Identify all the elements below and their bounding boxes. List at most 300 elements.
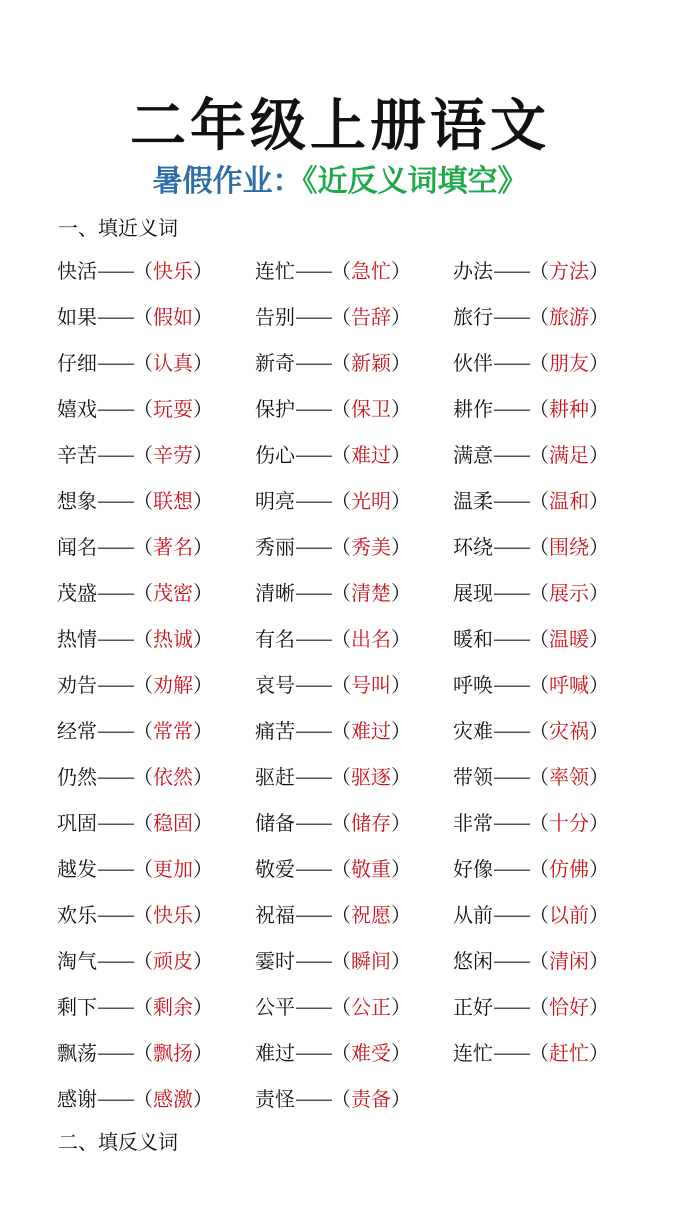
open-paren: （ xyxy=(133,949,153,973)
synonym-pair xyxy=(255,666,411,712)
close-paren: ） xyxy=(193,627,213,651)
synonym-pair xyxy=(255,1080,411,1126)
open-paren: （ xyxy=(331,397,351,421)
dash: —— xyxy=(493,259,529,283)
synonym-word: 热情 xyxy=(57,627,97,651)
open-paren: （ xyxy=(133,857,153,881)
synonym-word: 呼唤 xyxy=(453,673,493,697)
synonym-pair xyxy=(255,252,411,298)
page-title: 二年级上册语文 xyxy=(130,94,550,159)
close-paren: ） xyxy=(391,305,411,329)
synonym-pair xyxy=(57,758,213,804)
open-paren: （ xyxy=(529,857,549,881)
synonym-pair xyxy=(255,988,411,1034)
synonym-word: 敬爱 xyxy=(255,857,295,881)
dash: —— xyxy=(295,857,331,881)
synonym-answer: 保卫 xyxy=(351,397,391,421)
dash: —— xyxy=(97,719,133,743)
dash: —— xyxy=(295,1041,331,1065)
synonym-word: 满意 xyxy=(453,443,493,467)
dash: —— xyxy=(493,811,529,835)
synonym-row xyxy=(57,850,677,896)
dash: —— xyxy=(493,995,529,1019)
open-paren: （ xyxy=(133,535,153,559)
synonyms-heading: 一、填近义词 xyxy=(58,216,178,240)
open-paren: （ xyxy=(529,719,549,743)
dash: —— xyxy=(97,1087,133,1111)
synonym-answer: 清楚 xyxy=(351,581,391,605)
open-paren: （ xyxy=(331,489,351,513)
close-paren: ） xyxy=(391,397,411,421)
synonym-word: 霎时 xyxy=(255,949,295,973)
synonym-word: 保护 xyxy=(255,397,295,421)
synonym-row xyxy=(57,1034,677,1080)
synonym-pair xyxy=(453,850,609,896)
dash: —— xyxy=(493,1041,529,1065)
synonym-pair xyxy=(255,528,411,574)
synonym-row xyxy=(57,712,677,758)
open-paren: （ xyxy=(529,305,549,329)
open-paren: （ xyxy=(529,627,549,651)
synonym-answer: 责备 xyxy=(351,1087,391,1111)
open-paren: （ xyxy=(331,949,351,973)
close-paren: ） xyxy=(391,811,411,835)
synonym-word: 环绕 xyxy=(453,535,493,559)
dash: —— xyxy=(295,489,331,513)
close-paren: ） xyxy=(193,903,213,927)
synonym-word: 新奇 xyxy=(255,351,295,375)
dash: —— xyxy=(493,627,529,651)
synonym-answer: 飘扬 xyxy=(153,1041,193,1065)
dash: —— xyxy=(97,949,133,973)
open-paren: （ xyxy=(133,811,153,835)
synonym-word: 快活 xyxy=(57,259,97,283)
close-paren: ） xyxy=(193,305,213,329)
synonym-answer: 感激 xyxy=(153,1087,193,1111)
open-paren: （ xyxy=(529,581,549,605)
dash: —— xyxy=(295,535,331,559)
synonym-word: 明亮 xyxy=(255,489,295,513)
synonym-answer: 快乐 xyxy=(153,259,193,283)
open-paren: （ xyxy=(529,443,549,467)
dash: —— xyxy=(493,443,529,467)
dash: —— xyxy=(493,581,529,605)
synonym-answer: 假如 xyxy=(153,305,193,329)
dash: —— xyxy=(295,351,331,375)
dash: —— xyxy=(295,995,331,1019)
dash: —— xyxy=(295,259,331,283)
close-paren: ） xyxy=(391,719,411,743)
synonym-pair xyxy=(453,896,609,942)
synonym-pair xyxy=(453,252,609,298)
synonym-row xyxy=(57,574,677,620)
synonym-pair xyxy=(453,298,609,344)
close-paren: ） xyxy=(391,949,411,973)
synonym-word: 储备 xyxy=(255,811,295,835)
subtitle-prefix: 暑假作业： xyxy=(152,164,303,199)
synonym-pair xyxy=(57,390,213,436)
synonym-pair xyxy=(57,850,213,896)
open-paren: （ xyxy=(133,1087,153,1111)
synonym-answer: 出名 xyxy=(351,627,391,651)
synonym-pair xyxy=(255,482,411,528)
close-paren: ） xyxy=(589,765,609,789)
open-paren: （ xyxy=(331,673,351,697)
synonym-pair xyxy=(57,666,213,712)
synonym-answer: 公正 xyxy=(351,995,391,1019)
synonym-word: 淘气 xyxy=(57,949,97,973)
close-paren: ） xyxy=(193,1041,213,1065)
page-subtitle xyxy=(0,156,680,200)
synonym-answer: 方法 xyxy=(549,259,589,283)
close-paren: ） xyxy=(391,627,411,651)
synonym-word: 劝告 xyxy=(57,673,97,697)
dash: —— xyxy=(97,305,133,329)
synonym-row xyxy=(57,252,677,298)
synonym-pair xyxy=(255,344,411,390)
close-paren: ） xyxy=(589,673,609,697)
synonym-word: 正好 xyxy=(453,995,493,1019)
open-paren: （ xyxy=(133,443,153,467)
synonym-pair xyxy=(255,620,411,666)
synonym-word: 想象 xyxy=(57,489,97,513)
synonym-answer: 驱逐 xyxy=(351,765,391,789)
synonym-answer: 新颖 xyxy=(351,351,391,375)
synonym-word: 巩固 xyxy=(57,811,97,835)
synonym-pair xyxy=(453,620,609,666)
synonym-pair xyxy=(453,712,609,758)
synonym-answer: 瞬间 xyxy=(351,949,391,973)
close-paren: ） xyxy=(391,765,411,789)
synonym-word: 驱赶 xyxy=(255,765,295,789)
synonym-word: 哀号 xyxy=(255,673,295,697)
close-paren: ） xyxy=(589,259,609,283)
synonym-answer: 辛劳 xyxy=(153,443,193,467)
close-paren: ） xyxy=(193,535,213,559)
synonym-answer: 率领 xyxy=(549,765,589,789)
synonym-row xyxy=(57,1080,677,1126)
synonym-answer: 储存 xyxy=(351,811,391,835)
synonym-pair xyxy=(57,482,213,528)
antonyms-heading: 二、填反义词 xyxy=(58,1130,178,1154)
dash: —— xyxy=(493,673,529,697)
synonym-word: 清晰 xyxy=(255,581,295,605)
close-paren: ） xyxy=(391,489,411,513)
open-paren: （ xyxy=(331,995,351,1019)
synonym-word: 剩下 xyxy=(57,995,97,1019)
synonym-answer: 认真 xyxy=(153,351,193,375)
synonym-word: 伤心 xyxy=(255,443,295,467)
dash: —— xyxy=(493,857,529,881)
synonym-answer: 以前 xyxy=(549,903,589,927)
close-paren: ） xyxy=(193,995,213,1019)
dash: —— xyxy=(295,719,331,743)
synonym-pair xyxy=(453,482,609,528)
open-paren: （ xyxy=(133,765,153,789)
open-paren: （ xyxy=(331,1041,351,1065)
synonym-answer: 急忙 xyxy=(351,259,391,283)
synonym-answer: 围绕 xyxy=(549,535,589,559)
open-paren: （ xyxy=(133,581,153,605)
dash: —— xyxy=(97,857,133,881)
dash: —— xyxy=(97,259,133,283)
open-paren: （ xyxy=(529,811,549,835)
synonym-word: 难过 xyxy=(255,1041,295,1065)
close-paren: ） xyxy=(589,489,609,513)
close-paren: ） xyxy=(589,397,609,421)
close-paren: ） xyxy=(589,719,609,743)
synonym-answer: 耕种 xyxy=(549,397,589,421)
synonym-pair xyxy=(453,942,609,988)
synonym-answer: 号叫 xyxy=(351,673,391,697)
close-paren: ） xyxy=(193,811,213,835)
dash: —— xyxy=(97,673,133,697)
synonym-pair xyxy=(453,390,609,436)
open-paren: （ xyxy=(529,489,549,513)
close-paren: ） xyxy=(391,903,411,927)
synonym-answer: 祝愿 xyxy=(351,903,391,927)
open-paren: （ xyxy=(331,857,351,881)
synonym-pair xyxy=(255,436,411,482)
synonym-pair xyxy=(57,574,213,620)
dash: —— xyxy=(295,305,331,329)
synonym-word: 暖和 xyxy=(453,627,493,651)
synonym-word: 伙伴 xyxy=(453,351,493,375)
synonym-word: 仔细 xyxy=(57,351,97,375)
open-paren: （ xyxy=(529,1041,549,1065)
open-paren: （ xyxy=(331,351,351,375)
open-paren: （ xyxy=(133,351,153,375)
close-paren: ） xyxy=(193,443,213,467)
synonym-pair xyxy=(57,1080,213,1126)
synonym-pair xyxy=(57,528,213,574)
open-paren: （ xyxy=(331,535,351,559)
close-paren: ） xyxy=(193,259,213,283)
open-paren: （ xyxy=(331,627,351,651)
synonym-pair xyxy=(255,942,411,988)
dash: —— xyxy=(97,811,133,835)
open-paren: （ xyxy=(331,581,351,605)
synonym-word: 好像 xyxy=(453,857,493,881)
dash: —— xyxy=(97,489,133,513)
synonym-row xyxy=(57,482,677,528)
open-paren: （ xyxy=(331,903,351,927)
open-paren: （ xyxy=(529,397,549,421)
synonym-pair xyxy=(57,896,213,942)
open-paren: （ xyxy=(133,259,153,283)
close-paren: ） xyxy=(391,443,411,467)
synonym-row xyxy=(57,942,677,988)
close-paren: ） xyxy=(391,259,411,283)
synonym-word: 非常 xyxy=(453,811,493,835)
open-paren: （ xyxy=(331,1087,351,1111)
synonym-row xyxy=(57,666,677,712)
synonym-answer: 赶忙 xyxy=(549,1041,589,1065)
synonym-pair xyxy=(453,574,609,620)
open-paren: （ xyxy=(133,719,153,743)
dash: —— xyxy=(295,581,331,605)
synonym-answer: 难受 xyxy=(351,1041,391,1065)
synonym-pair xyxy=(255,298,411,344)
synonym-answer: 灾祸 xyxy=(549,719,589,743)
synonym-word: 感谢 xyxy=(57,1087,97,1111)
synonym-answer: 清闲 xyxy=(549,949,589,973)
open-paren: （ xyxy=(331,811,351,835)
open-paren: （ xyxy=(331,719,351,743)
synonym-word: 茂盛 xyxy=(57,581,97,605)
open-paren: （ xyxy=(133,1041,153,1065)
open-paren: （ xyxy=(133,489,153,513)
synonym-word: 带领 xyxy=(453,765,493,789)
synonym-word: 连忙 xyxy=(453,1041,493,1065)
close-paren: ） xyxy=(193,1087,213,1111)
synonym-row xyxy=(57,436,677,482)
synonym-row xyxy=(57,344,677,390)
dash: —— xyxy=(97,995,133,1019)
synonym-pair xyxy=(255,896,411,942)
synonym-word: 仍然 xyxy=(57,765,97,789)
dash: —— xyxy=(295,443,331,467)
dash: —— xyxy=(493,949,529,973)
synonym-pair xyxy=(453,804,609,850)
synonym-word: 秀丽 xyxy=(255,535,295,559)
close-paren: ） xyxy=(391,995,411,1019)
open-paren: （ xyxy=(529,995,549,1019)
synonym-word: 越发 xyxy=(57,857,97,881)
synonym-answer: 难过 xyxy=(351,443,391,467)
open-paren: （ xyxy=(331,443,351,467)
synonym-pair xyxy=(255,1034,411,1080)
synonym-pair xyxy=(453,666,609,712)
open-paren: （ xyxy=(529,949,549,973)
dash: —— xyxy=(493,489,529,513)
synonym-word: 耕作 xyxy=(453,397,493,421)
synonym-pair xyxy=(57,942,213,988)
synonym-pair xyxy=(453,1034,609,1080)
synonym-answer: 温暖 xyxy=(549,627,589,651)
synonym-answer: 稳固 xyxy=(153,811,193,835)
synonym-pair xyxy=(255,712,411,758)
open-paren: （ xyxy=(331,765,351,789)
synonym-word: 悠闲 xyxy=(453,949,493,973)
synonym-word: 公平 xyxy=(255,995,295,1019)
open-paren: （ xyxy=(133,305,153,329)
close-paren: ） xyxy=(391,535,411,559)
synonym-word: 闻名 xyxy=(57,535,97,559)
synonym-row xyxy=(57,390,677,436)
close-paren: ） xyxy=(391,1041,411,1065)
synonym-answer: 难过 xyxy=(351,719,391,743)
close-paren: ） xyxy=(589,995,609,1019)
close-paren: ） xyxy=(193,673,213,697)
close-paren: ） xyxy=(193,581,213,605)
synonym-answer: 秀美 xyxy=(351,535,391,559)
synonym-answer: 光明 xyxy=(351,489,391,513)
synonym-word: 灾难 xyxy=(453,719,493,743)
open-paren: （ xyxy=(529,535,549,559)
close-paren: ） xyxy=(391,857,411,881)
synonym-word: 从前 xyxy=(453,903,493,927)
open-paren: （ xyxy=(331,305,351,329)
close-paren: ） xyxy=(589,857,609,881)
synonym-word: 祝福 xyxy=(255,903,295,927)
synonym-answer: 恰好 xyxy=(549,995,589,1019)
synonym-answer: 依然 xyxy=(153,765,193,789)
dash: —— xyxy=(493,903,529,927)
close-paren: ） xyxy=(391,673,411,697)
synonym-answer: 著名 xyxy=(153,535,193,559)
dash: —— xyxy=(493,765,529,789)
close-paren: ） xyxy=(589,627,609,651)
open-paren: （ xyxy=(133,995,153,1019)
dash: —— xyxy=(295,903,331,927)
dash: —— xyxy=(493,351,529,375)
open-paren: （ xyxy=(529,765,549,789)
synonym-row xyxy=(57,620,677,666)
synonym-word: 飘荡 xyxy=(57,1041,97,1065)
dash: —— xyxy=(97,581,133,605)
synonym-answer: 旅游 xyxy=(549,305,589,329)
synonym-answer: 仿佛 xyxy=(549,857,589,881)
synonym-word: 经常 xyxy=(57,719,97,743)
synonym-answer: 朋友 xyxy=(549,351,589,375)
synonym-word: 告别 xyxy=(255,305,295,329)
synonym-pair xyxy=(255,850,411,896)
dash: —— xyxy=(97,903,133,927)
synonym-word: 如果 xyxy=(57,305,97,329)
synonym-answer: 满足 xyxy=(549,443,589,467)
open-paren: （ xyxy=(529,673,549,697)
synonym-answer: 展示 xyxy=(549,581,589,605)
close-paren: ） xyxy=(193,397,213,421)
synonym-pair xyxy=(453,988,609,1034)
synonym-pair xyxy=(453,528,609,574)
open-paren: （ xyxy=(133,673,153,697)
close-paren: ） xyxy=(589,903,609,927)
synonym-word: 责怪 xyxy=(255,1087,295,1111)
synonym-row xyxy=(57,298,677,344)
dash: —— xyxy=(295,765,331,789)
dash: —— xyxy=(295,1087,331,1111)
dash: —— xyxy=(295,627,331,651)
synonym-row xyxy=(57,528,677,574)
synonym-answer: 快乐 xyxy=(153,903,193,927)
synonym-word: 展现 xyxy=(453,581,493,605)
open-paren: （ xyxy=(331,259,351,283)
dash: —— xyxy=(97,765,133,789)
synonym-answer: 更加 xyxy=(153,857,193,881)
close-paren: ） xyxy=(193,719,213,743)
close-paren: ） xyxy=(589,581,609,605)
close-paren: ） xyxy=(589,811,609,835)
dash: —— xyxy=(295,673,331,697)
synonym-word: 欢乐 xyxy=(57,903,97,927)
close-paren: ） xyxy=(193,489,213,513)
open-paren: （ xyxy=(529,351,549,375)
synonym-word: 有名 xyxy=(255,627,295,651)
synonym-pair xyxy=(255,390,411,436)
synonym-pair xyxy=(255,758,411,804)
close-paren: ） xyxy=(589,305,609,329)
synonym-answer: 茂密 xyxy=(153,581,193,605)
synonym-word: 痛苦 xyxy=(255,719,295,743)
dash: —— xyxy=(493,719,529,743)
synonym-answer: 十分 xyxy=(549,811,589,835)
synonym-answer: 剩余 xyxy=(153,995,193,1019)
dash: —— xyxy=(97,627,133,651)
synonym-answer: 热诚 xyxy=(153,627,193,651)
open-paren: （ xyxy=(133,397,153,421)
